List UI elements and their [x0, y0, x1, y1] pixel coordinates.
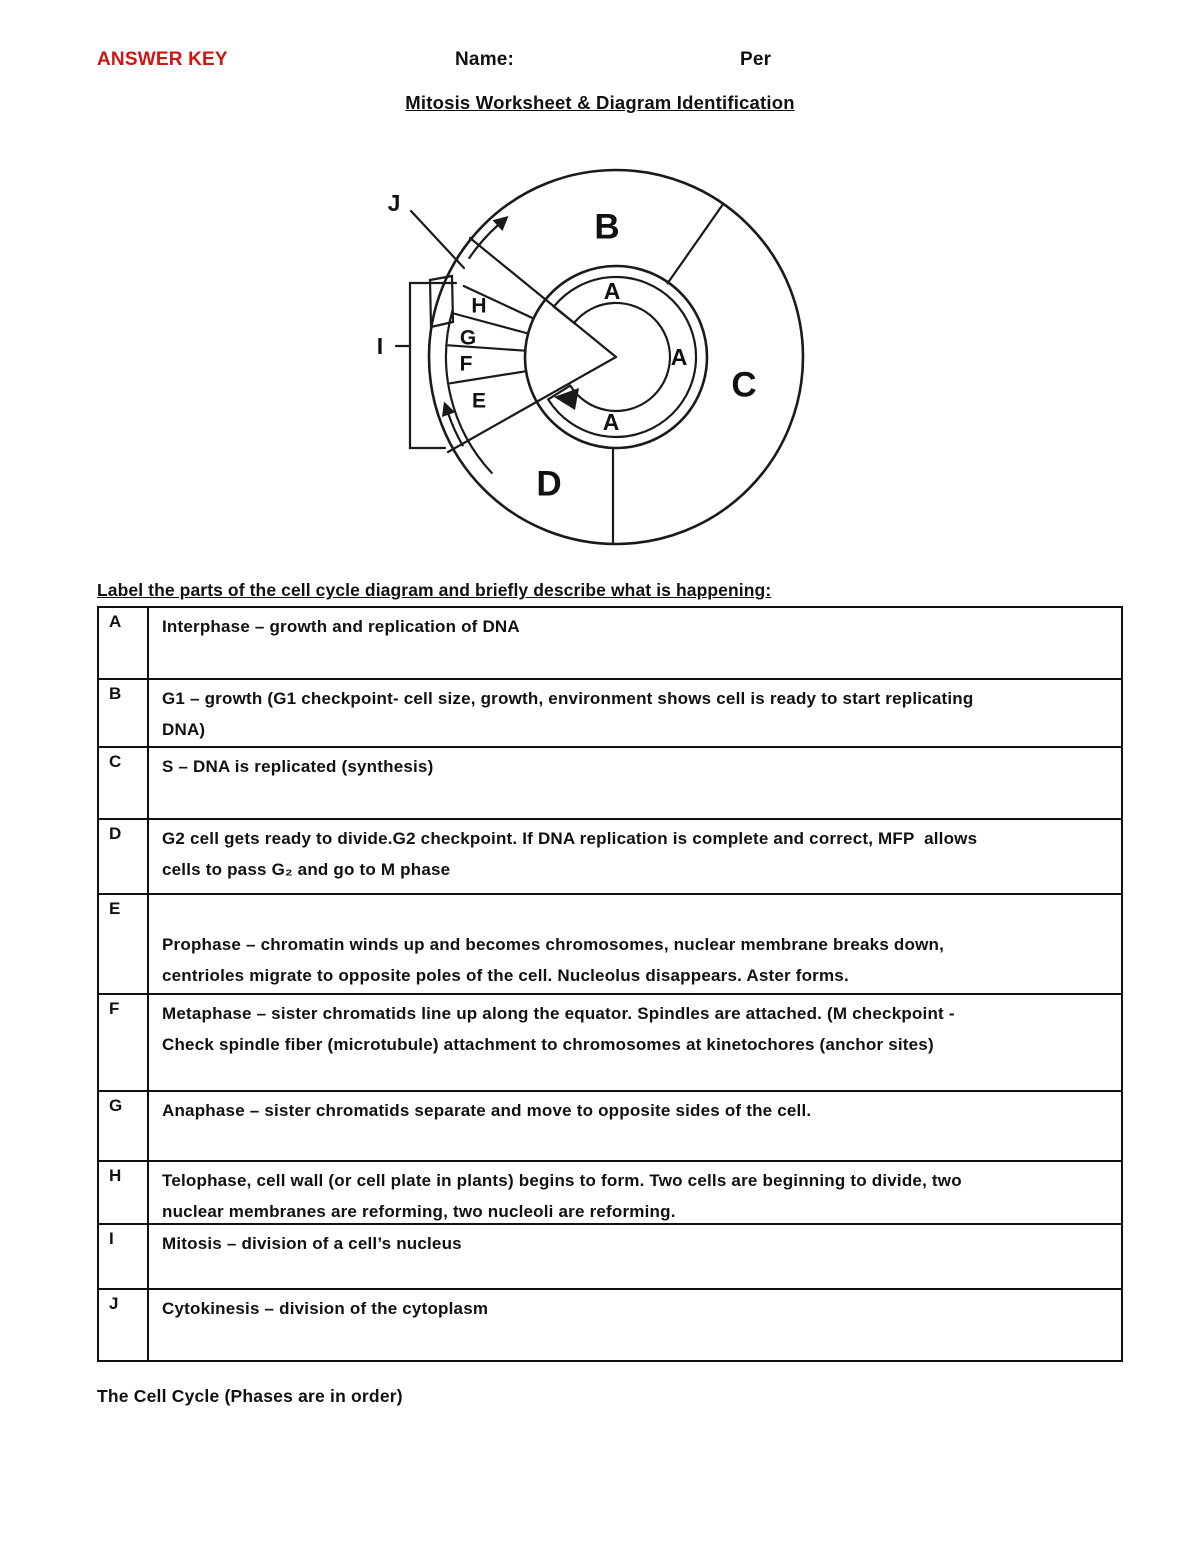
- row-answer: [149, 1290, 1121, 1360]
- label-e: E: [471, 389, 487, 413]
- table-row: [99, 748, 1121, 820]
- row-letter: F: [99, 995, 149, 1090]
- answer-line: DNA): [162, 720, 206, 739]
- table-caption: Label the parts of the cell cycle diagram and briefly describe what is happening:: [97, 580, 772, 600]
- answer-line: Metaphase – sister chromatids line up along the equator. Spindles are attached. (M checkpoint -: [162, 1004, 955, 1023]
- answers-table: [97, 606, 1123, 1362]
- answer-key-label: ANSWER KEY: [97, 49, 228, 70]
- label-a-top: A: [603, 278, 621, 304]
- answer-line: Mitosis – division of a cell’s nucleus: [162, 1234, 462, 1253]
- row-letter: I: [99, 1225, 149, 1288]
- row-answer: [149, 680, 1121, 746]
- answer-line: nuclear membranes are reforming, two nucleoli are reforming.: [162, 1202, 676, 1221]
- page-title: Mitosis Worksheet & Diagram Identification: [405, 92, 795, 113]
- table-row: [99, 680, 1121, 748]
- answer-line: centrioles migrate to opposite poles of the cell. Nucleolus disappears. Aster forms.: [162, 966, 849, 985]
- label-b: B: [594, 207, 620, 247]
- answer-line: Cytokinesis – division of the cytoplasm: [162, 1299, 489, 1318]
- table-row: [99, 1225, 1121, 1290]
- answer-line: Interphase – growth and replication of DNA: [162, 617, 520, 636]
- answer-line: cells to pass G₂ and go to M phase: [162, 860, 451, 879]
- row-letter: J: [99, 1290, 149, 1360]
- name-label: Name:: [455, 49, 515, 70]
- table-row: [99, 895, 1121, 995]
- table-row: [99, 1290, 1121, 1360]
- answer-line: [162, 898, 1103, 929]
- row-letter: E: [99, 895, 149, 993]
- footer-note: The Cell Cycle (Phases are in order): [97, 1386, 403, 1406]
- label-a-right: A: [670, 344, 688, 370]
- answer-line: S – DNA is replicated (synthesis): [162, 757, 434, 776]
- table-row: [99, 820, 1121, 895]
- row-answer: [149, 608, 1121, 678]
- table-row: [99, 1092, 1121, 1162]
- row-answer: [149, 1162, 1121, 1223]
- row-letter: B: [99, 680, 149, 746]
- rim-arrow-lower-shaft: [449, 415, 463, 446]
- answer-line: Check spindle fiber (microtubule) attachment to chromosomes at kinetochores (anchor sites): [162, 1035, 934, 1054]
- row-answer: [149, 748, 1121, 818]
- wedge-upper-line: [470, 238, 616, 357]
- label-f: F: [459, 352, 473, 376]
- row-letter: H: [99, 1162, 149, 1223]
- label-c: C: [731, 365, 757, 405]
- i-bracket: [410, 283, 456, 448]
- row-answer: [149, 1092, 1121, 1160]
- label-g: G: [459, 326, 477, 350]
- cell-cycle-diagram: [0, 0, 1200, 575]
- answer-line: Prophase – chromatin winds up and becomes chromosomes, nuclear membrane breaks down,: [162, 935, 945, 954]
- table-row: [99, 995, 1121, 1092]
- row-answer: [149, 1225, 1121, 1288]
- answer-line: Anaphase – sister chromatids separate and move to opposite sides of the cell.: [162, 1101, 812, 1120]
- answer-line: Telophase, cell wall (or cell plate in plants) begins to form. Two cells are beginning to divide, two: [162, 1171, 962, 1190]
- label-i: I: [376, 333, 384, 359]
- period-label: Per: [740, 49, 772, 70]
- j-pointer-line: [411, 211, 464, 268]
- row-answer: [149, 995, 1121, 1090]
- label-j: J: [387, 190, 401, 216]
- answer-line: G1 – growth (G1 checkpoint- cell size, growth, environment shows cell is ready to start replicating: [162, 689, 974, 708]
- table-row: [99, 608, 1121, 680]
- label-a-bottom: A: [602, 409, 620, 435]
- answer-line: G2 cell gets ready to divide.G2 checkpoint. If DNA replication is complete and correct, MFP allows: [162, 829, 978, 848]
- label-h: H: [471, 294, 487, 318]
- row-letter: D: [99, 820, 149, 893]
- row-letter: A: [99, 608, 149, 678]
- row-letter: C: [99, 748, 149, 818]
- table-row: [99, 1162, 1121, 1225]
- divider-b-c: [668, 204, 724, 283]
- row-answer: [149, 895, 1121, 993]
- ring-direction-arrow-icon: [554, 388, 579, 410]
- row-answer: [149, 820, 1121, 893]
- label-d: D: [536, 464, 562, 504]
- row-letter: G: [99, 1092, 149, 1160]
